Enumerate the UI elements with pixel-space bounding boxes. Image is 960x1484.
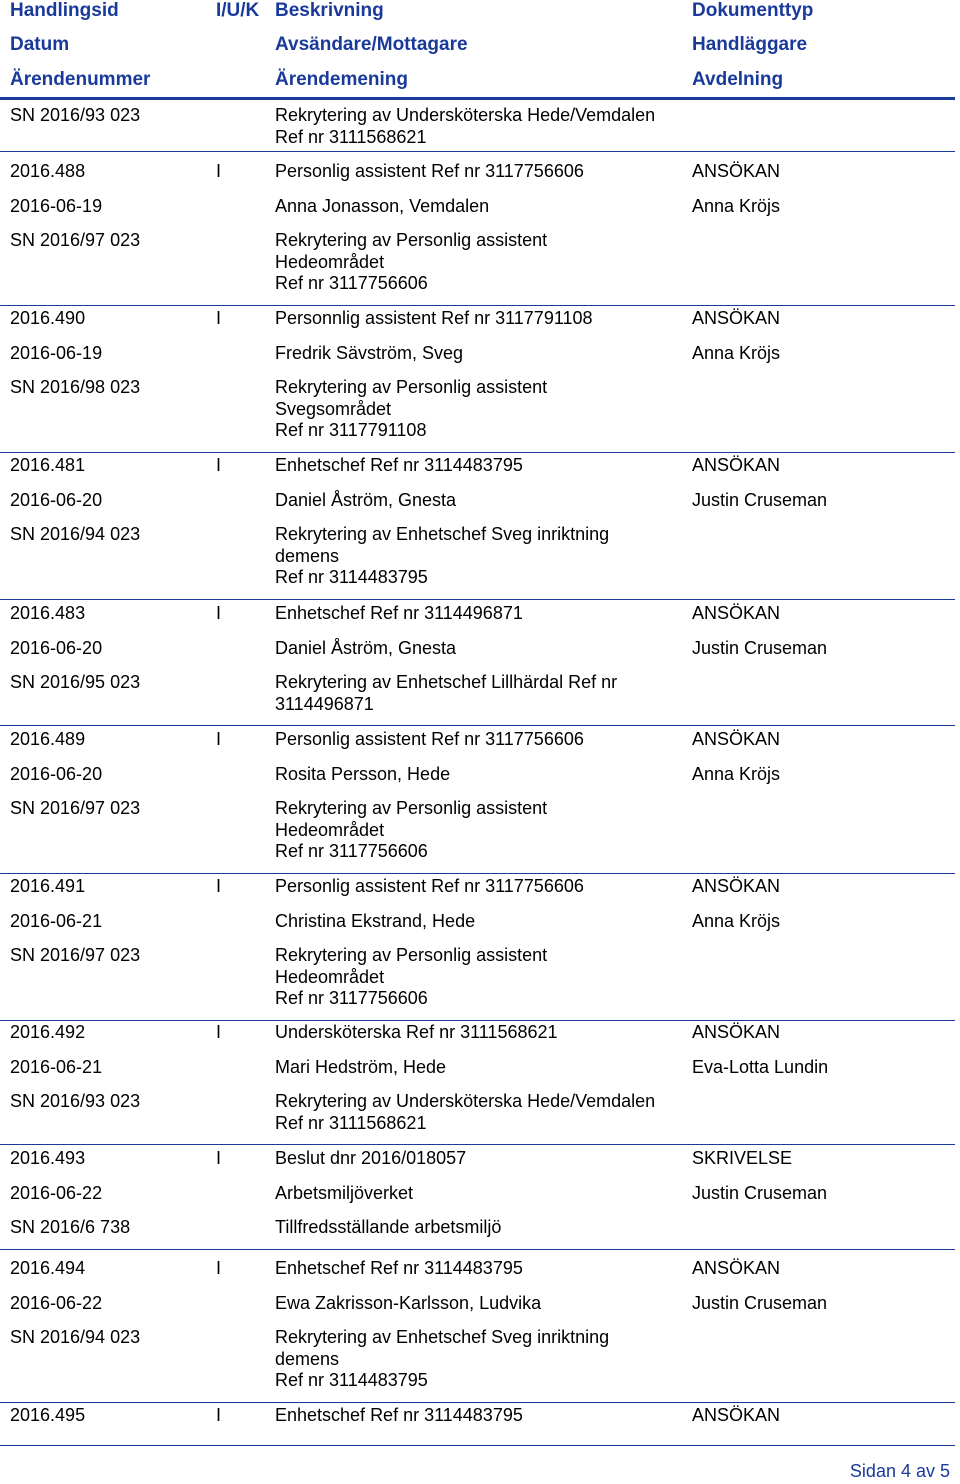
arendemening-line: Rekrytering av Personlig assistent	[275, 945, 548, 965]
datum: 2016-06-22	[10, 1183, 103, 1203]
datum: 2016-06-22	[10, 1293, 103, 1313]
handlingsid: 2016.491	[10, 876, 86, 896]
record-row-date	[0, 1183, 960, 1207]
handlingsid: 2016.493	[10, 1148, 86, 1168]
arendemening-line: Ref nr 3117756606	[275, 988, 428, 1008]
page-number: Sidan 4 av 5	[849, 1461, 950, 1481]
datum: 2016-06-20	[10, 638, 103, 658]
footer-divider	[0, 1445, 955, 1446]
record-row-id	[0, 161, 960, 185]
handlaggare: Anna Kröjs	[692, 343, 781, 363]
datum: 2016-06-19	[10, 196, 103, 216]
header-avsandare: Avsändare/Mottagare	[275, 34, 468, 55]
beskrivning: Personlig assistent Ref nr 3117756606	[275, 729, 584, 749]
datum: 2016-06-21	[10, 911, 103, 931]
record-row-date	[0, 1057, 960, 1081]
header-row-3	[0, 69, 960, 97]
arendemening	[275, 798, 547, 863]
record-row-id	[0, 1022, 960, 1046]
arendemening	[275, 230, 547, 295]
case-number: SN 2016/93 023	[10, 105, 141, 125]
arendemening-line: Rekrytering av Enhetschef Sveg inriktning	[275, 524, 610, 544]
arendenummer: SN 2016/93 023	[10, 1091, 141, 1111]
avsandare: Daniel Åström, Gnesta	[275, 638, 457, 658]
header-row-2	[0, 34, 960, 62]
datum: 2016-06-20	[10, 764, 103, 784]
beskrivning: Beslut dnr 2016/018057	[275, 1148, 467, 1168]
arendenummer: SN 2016/98 023	[10, 377, 141, 397]
dokumenttyp: ANSÖKAN	[692, 1022, 781, 1042]
avsandare: Fredrik Sävström, Sveg	[275, 343, 464, 363]
arendemening-line: Rekrytering av Enhetschef Sveg inriktning	[275, 1327, 610, 1347]
record-row-date	[0, 490, 960, 514]
avsandare: Arbetsmiljöverket	[275, 1183, 414, 1203]
handlaggare: Justin Cruseman	[692, 1293, 828, 1313]
beskrivning: Enhetschef Ref nr 3114483795	[275, 455, 523, 475]
record-divider	[0, 305, 955, 306]
arendemening-line: Rekrytering av Personlig assistent	[275, 377, 548, 397]
record-row-id	[0, 308, 960, 332]
arendemening-line: Hedeområdet	[275, 819, 385, 840]
record-divider	[0, 1144, 955, 1145]
record-row-id	[0, 1148, 960, 1172]
avsandare: Christina Ekstrand, Hede	[275, 911, 476, 931]
dokumenttyp: ANSÖKAN	[692, 876, 781, 896]
avsandare: Anna Jonasson, Vemdalen	[275, 196, 490, 216]
arendemening	[275, 1217, 501, 1239]
datum: 2016-06-19	[10, 343, 103, 363]
arendemening-line: Tillfredsställande arbetsmiljö	[275, 1217, 502, 1237]
handlingsid: 2016.494	[10, 1258, 86, 1278]
handlaggare: Justin Cruseman	[692, 490, 828, 510]
header-arendemening: Ärendemening	[275, 69, 409, 90]
iuk-flag: I	[216, 161, 222, 181]
dokumenttyp: ANSÖKAN	[692, 455, 781, 475]
arendemening-line: Rekrytering av Personlig assistent	[275, 230, 548, 250]
header-avdelning: Avdelning	[692, 69, 784, 90]
arendenummer: SN 2016/94 023	[10, 1327, 141, 1347]
record-row-date	[0, 764, 960, 788]
arendemening-line: Hedeområdet	[275, 966, 385, 987]
case-subject: Rekrytering av Undersköterska Hede/Vemdalen Ref nr 3111568621	[275, 105, 656, 147]
header-arendenummer: Ärendenummer	[10, 69, 151, 90]
iuk-flag: I	[216, 1258, 222, 1278]
header-handlingsid: Handlingsid	[10, 0, 119, 21]
iuk-flag: I	[216, 729, 222, 749]
arendemening-line: 3114496871	[275, 693, 374, 714]
arendenummer: SN 2016/97 023	[10, 798, 141, 818]
record-row-id	[0, 1258, 960, 1282]
arendemening-line: Ref nr 3114483795	[275, 567, 428, 587]
arendemening-line: demens	[275, 1348, 340, 1369]
handlaggare: Anna Kröjs	[692, 764, 781, 784]
handlaggare: Justin Cruseman	[692, 638, 828, 658]
arendemening	[275, 1091, 655, 1134]
header-handlaggare: Handläggare	[692, 34, 808, 55]
arendemening-line: Rekrytering av Enhetschef Lillhärdal Ref nr	[275, 672, 618, 692]
avsandare: Mari Hedström, Hede	[275, 1057, 447, 1077]
record-row-date	[0, 343, 960, 367]
dokumenttyp: ANSÖKAN	[692, 308, 781, 328]
arendemening	[275, 672, 617, 715]
record-row-date	[0, 196, 960, 220]
record-divider	[0, 725, 955, 726]
arendemening-line: demens	[275, 545, 340, 566]
dokumenttyp: ANSÖKAN	[692, 161, 781, 181]
handlingsid: 2016.495	[10, 1405, 86, 1425]
arendenummer: SN 2016/97 023	[10, 230, 141, 250]
record-row-id	[0, 1405, 960, 1429]
avsandare: Ewa Zakrisson-Karlsson, Ludvika	[275, 1293, 542, 1313]
handlingsid: 2016.492	[10, 1022, 86, 1042]
arendenummer: SN 2016/6 738	[10, 1217, 131, 1237]
beskrivning: Personlig assistent Ref nr 3117756606	[275, 876, 584, 896]
iuk-flag: I	[216, 455, 222, 475]
header-beskrivning: Beskrivning	[275, 0, 384, 21]
iuk-flag: I	[216, 876, 222, 896]
arendenummer: SN 2016/97 023	[10, 945, 141, 965]
handlaggare: Eva-Lotta Lundin	[692, 1057, 829, 1077]
arendemening-line: Ref nr 3117756606	[275, 841, 428, 861]
record-divider	[0, 1402, 955, 1403]
handlaggare: Justin Cruseman	[692, 1183, 828, 1203]
handlingsid: 2016.488	[10, 161, 86, 181]
record-row-date	[0, 638, 960, 662]
arendemening-line: Ref nr 3117756606	[275, 273, 428, 293]
beskrivning: Enhetschef Ref nr 3114483795	[275, 1405, 523, 1425]
dokumenttyp: ANSÖKAN	[692, 603, 781, 623]
avsandare: Daniel Åström, Gnesta	[275, 490, 457, 510]
iuk-flag: I	[216, 603, 222, 623]
handlaggare: Anna Kröjs	[692, 196, 781, 216]
iuk-flag: I	[216, 1022, 222, 1042]
iuk-flag: I	[216, 1148, 222, 1168]
record-divider	[0, 873, 955, 874]
arendenummer: SN 2016/94 023	[10, 524, 141, 544]
arendemening-line: Ref nr 3111568621	[275, 1112, 427, 1133]
arendemening-line: Ref nr 3117791108	[275, 420, 427, 440]
header-datum: Datum	[10, 34, 70, 55]
datum: 2016-06-20	[10, 490, 103, 510]
beskrivning: Enhetschef Ref nr 3114496871	[275, 603, 523, 623]
datum: 2016-06-21	[10, 1057, 103, 1077]
table-header	[0, 0, 960, 100]
dokumenttyp: ANSÖKAN	[692, 1258, 781, 1278]
record-divider	[0, 1020, 955, 1021]
handlingsid: 2016.489	[10, 729, 86, 749]
iuk-flag: I	[216, 1405, 222, 1425]
avsandare: Rosita Persson, Hede	[275, 764, 451, 784]
arendemening-line: Svegsområdet	[275, 398, 392, 419]
record-row-date	[0, 1293, 960, 1317]
record-row-id	[0, 603, 960, 627]
header-iuk: I/U/K	[216, 0, 260, 21]
beskrivning: Undersköterska Ref nr 3111568621	[275, 1022, 558, 1042]
beskrivning: Personlig assistent Ref nr 3117756606	[275, 161, 584, 181]
handlingsid: 2016.490	[10, 308, 86, 328]
arendemening-line: Hedeområdet	[275, 251, 385, 272]
handlingsid: 2016.483	[10, 603, 86, 623]
record-divider	[0, 599, 955, 600]
dokumenttyp: SKRIVELSE	[692, 1148, 793, 1168]
arendemening	[275, 1327, 609, 1392]
record-row-id	[0, 729, 960, 753]
arendemening	[275, 945, 547, 1010]
record-row-id	[0, 455, 960, 479]
arendemening	[275, 524, 609, 589]
arendemening-line: Ref nr 3114483795	[275, 1370, 428, 1390]
arendemening	[275, 377, 547, 442]
record-row-id	[0, 876, 960, 900]
record-divider	[0, 151, 955, 152]
iuk-flag: I	[216, 308, 222, 328]
header-divider	[0, 97, 955, 100]
record-divider	[0, 1249, 955, 1250]
dokumenttyp: ANSÖKAN	[692, 1405, 781, 1425]
arendenummer: SN 2016/95 023	[10, 672, 141, 692]
dokumenttyp: ANSÖKAN	[692, 729, 781, 749]
arendemening-line: Rekrytering av Undersköterska Hede/Vemdalen	[275, 1091, 656, 1111]
header-dokumenttyp: Dokumenttyp	[692, 0, 814, 21]
record-divider	[0, 452, 955, 453]
beskrivning: Personnlig assistent Ref nr 3117791108	[275, 308, 593, 328]
handlingsid: 2016.481	[10, 455, 86, 475]
record-row-date	[0, 911, 960, 935]
header-row-1	[0, 0, 960, 28]
beskrivning: Enhetschef Ref nr 3114483795	[275, 1258, 523, 1278]
arendemening-line: Rekrytering av Personlig assistent	[275, 798, 548, 818]
handlaggare: Anna Kröjs	[692, 911, 781, 931]
